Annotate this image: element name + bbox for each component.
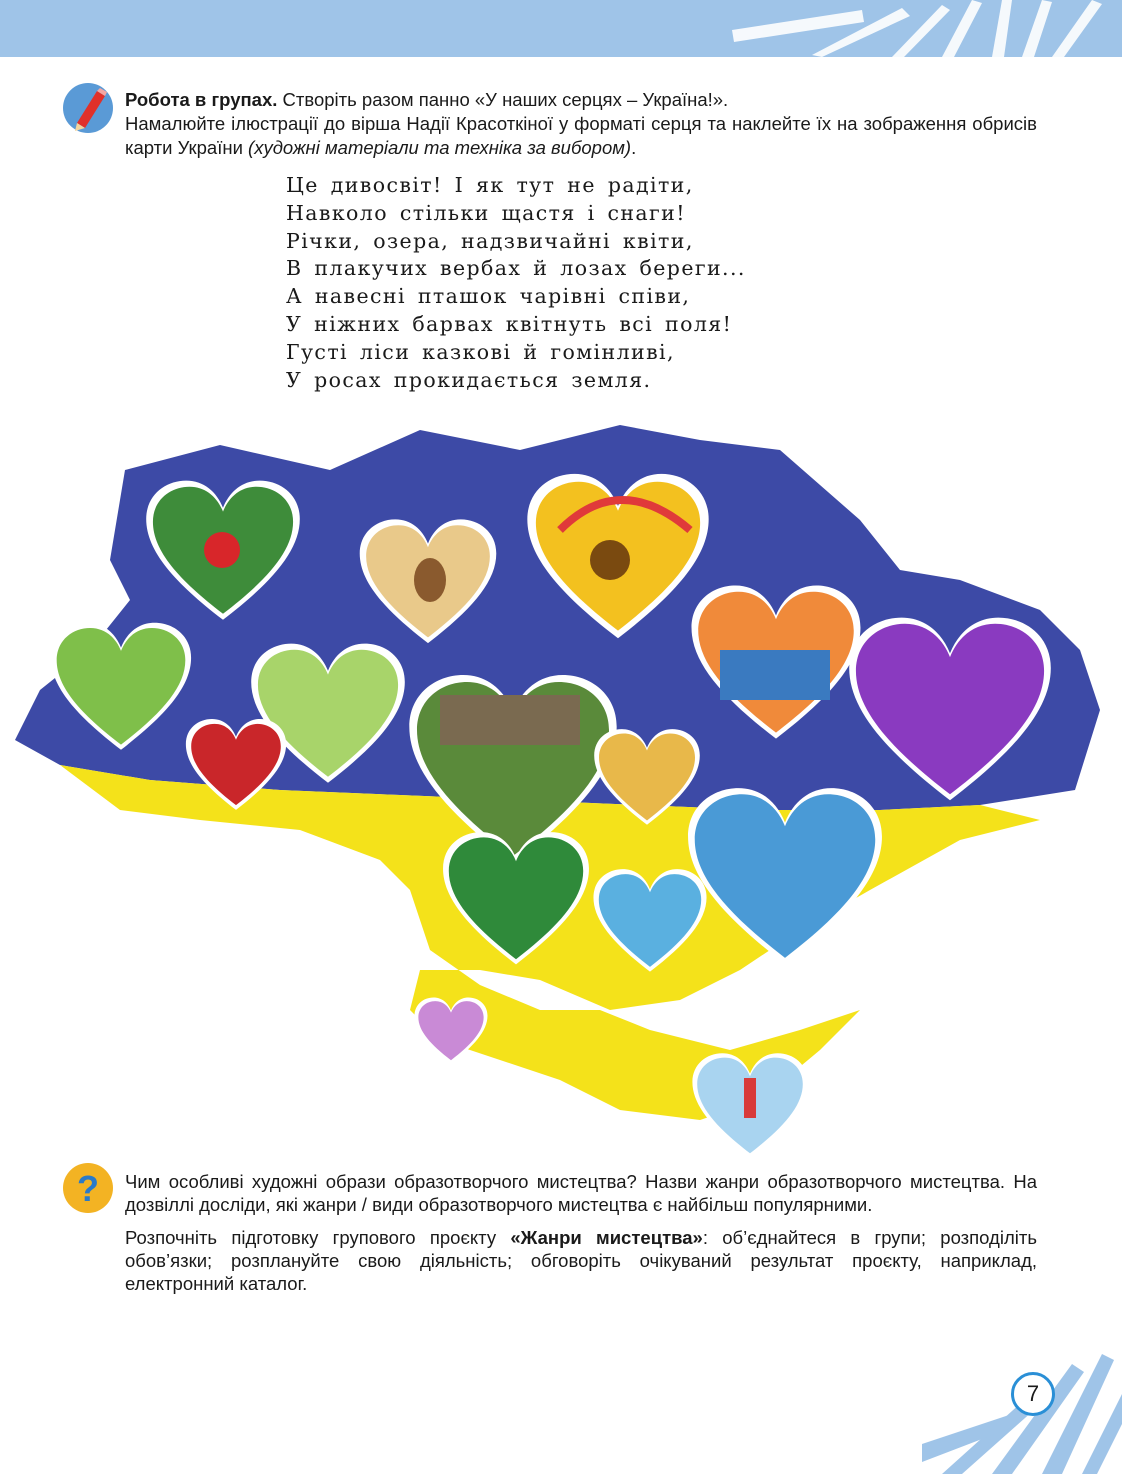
project-text-start: Розпочніть підготовку групового проєкту bbox=[125, 1227, 511, 1248]
project-text-end: : об’єднайтеся в групи; розподіліть обов’язки; розплануйте свою діяльність; обговоріть очікуваний результат проєкту, наприклад, електронний каталог. bbox=[125, 1227, 1037, 1294]
poem-line: Річки, озера, надзвичайні квіти, bbox=[286, 228, 694, 253]
poem-line: Густі ліси казкові й гомінливі, bbox=[286, 339, 675, 364]
poem-line: У ніжних барвах квітнуть всі поля! bbox=[286, 311, 733, 336]
project-title: «Жанри мистецтва» bbox=[510, 1227, 703, 1248]
poem-line: У росах прокидається земля. bbox=[286, 367, 652, 392]
task-intro: Створіть разом панно «У наших серцях – Україна!». bbox=[277, 89, 729, 110]
task-body: Намалюйте ілюстрації до вірша Надії Красоткіної у форматі серця та наклейте їх на зображення обрисів карти України bbox=[125, 113, 1037, 158]
poem-line: А навесні пташок чарівні співи, bbox=[286, 284, 691, 309]
project-paragraph bbox=[125, 1226, 1037, 1295]
question-paragraph: Чим особливі художні образи образотворчого мистецтва? Назви жанри образотворчого мистецтва. На дозвіллі досліди, які жанри / види образотворчого мистецтва є найбільш популярними. bbox=[125, 1171, 1037, 1215]
task-text bbox=[125, 88, 1037, 160]
poem bbox=[286, 172, 746, 394]
ukraine-map-illustration bbox=[0, 410, 1122, 1160]
pencils-decoration-top bbox=[692, 0, 1122, 57]
task-end: . bbox=[631, 137, 637, 158]
page-number: 7 bbox=[1011, 1372, 1055, 1416]
poem-line: Це дивосвіт! І як тут не радіти, bbox=[286, 173, 694, 197]
svg-text:?: ? bbox=[77, 1168, 99, 1209]
task-title: Робота в групах. bbox=[125, 89, 278, 110]
task-materials: (художні матеріали та техніка за вибором) bbox=[248, 137, 632, 158]
poem-line: Навколо стільки щастя і снаги! bbox=[286, 200, 686, 225]
questions-block bbox=[125, 1170, 1037, 1305]
pencil-icon bbox=[63, 83, 113, 133]
question-mark-icon bbox=[63, 1163, 113, 1213]
poem-line: В плакучих вербах й лозах береги... bbox=[286, 256, 746, 281]
